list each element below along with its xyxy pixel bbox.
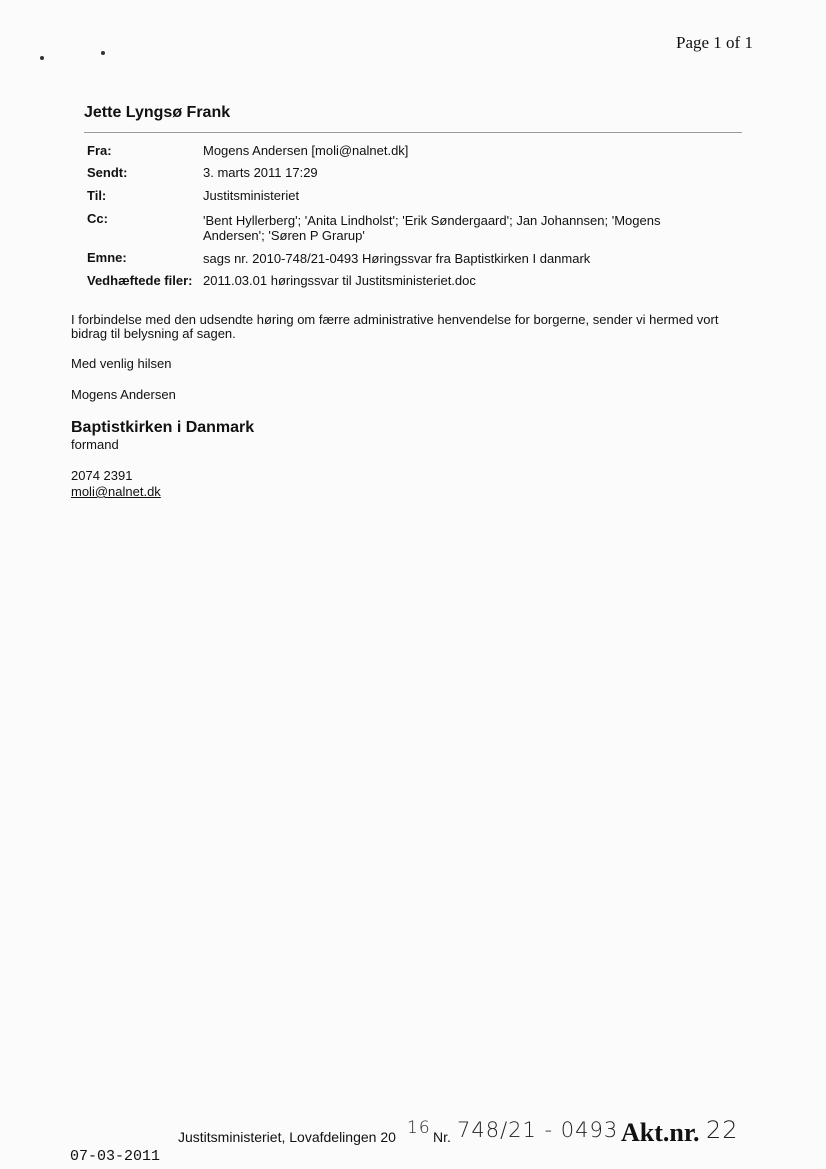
email-link[interactable]: moli@nalnet.dk [71, 484, 161, 499]
header-divider [84, 132, 742, 133]
signer-name: Mogens Andersen [71, 387, 176, 402]
subject-value: sags nr. 2010-748/21-0493 Høringssvar fra Baptistkirken I danmark [203, 251, 591, 266]
cc-label: Cc: [87, 211, 108, 226]
subject-label: Emne: [87, 250, 127, 265]
phone-number: 2074 2391 [71, 468, 133, 483]
stamp-year-handwritten: 16 [407, 1118, 431, 1138]
to-label: Til: [87, 188, 107, 203]
attachments-label: Vedhæftede filer: [87, 273, 193, 288]
organization-name: Baptistkirken i Danmark [71, 419, 255, 436]
sent-value: 3. marts 2011 17:29 [203, 165, 318, 180]
page-number: Page 1 of 1 [676, 33, 753, 52]
sender-heading: Jette Lyngsø Frank [84, 104, 231, 121]
stamp-nr-handwritten: 748/21 - 0493 [457, 1118, 619, 1142]
from-value: Mogens Andersen [moli@nalnet.dk] [203, 143, 409, 158]
body-paragraph: I forbindelse med den udsendte høring om færre administrative henvendelse for borgerne, sender vi hermed vort bidrag til belysning af sagen. [71, 312, 719, 341]
stamp-nr-label: Nr. [433, 1129, 451, 1145]
greeting: Med venlig hilsen [71, 356, 172, 371]
to-value: Justitsministeriet [203, 188, 300, 203]
scan-speck [40, 56, 44, 60]
stamp-akt-label: Akt.nr. [621, 1118, 700, 1147]
stamp-printed-text: Justitsministeriet, Lovafdelingen 20 [178, 1129, 396, 1145]
from-label: Fra: [87, 143, 112, 158]
sent-label: Sendt: [87, 165, 128, 180]
signer-role: formand [71, 437, 119, 452]
scan-speck [101, 51, 105, 55]
attachments-value: 2011.03.01 høringssvar til Justitsministeriet.doc [203, 273, 476, 288]
stamp-date: 07-03-2011 [70, 1148, 161, 1165]
stamp-akt-handwritten: 22 [706, 1116, 739, 1144]
cc-value: 'Bent Hyllerberg'; 'Anita Lindholst'; 'Erik Søndergaard'; Jan Johannsen; 'Mogens Andersen'; 'Søren P Grarup' [203, 213, 661, 243]
